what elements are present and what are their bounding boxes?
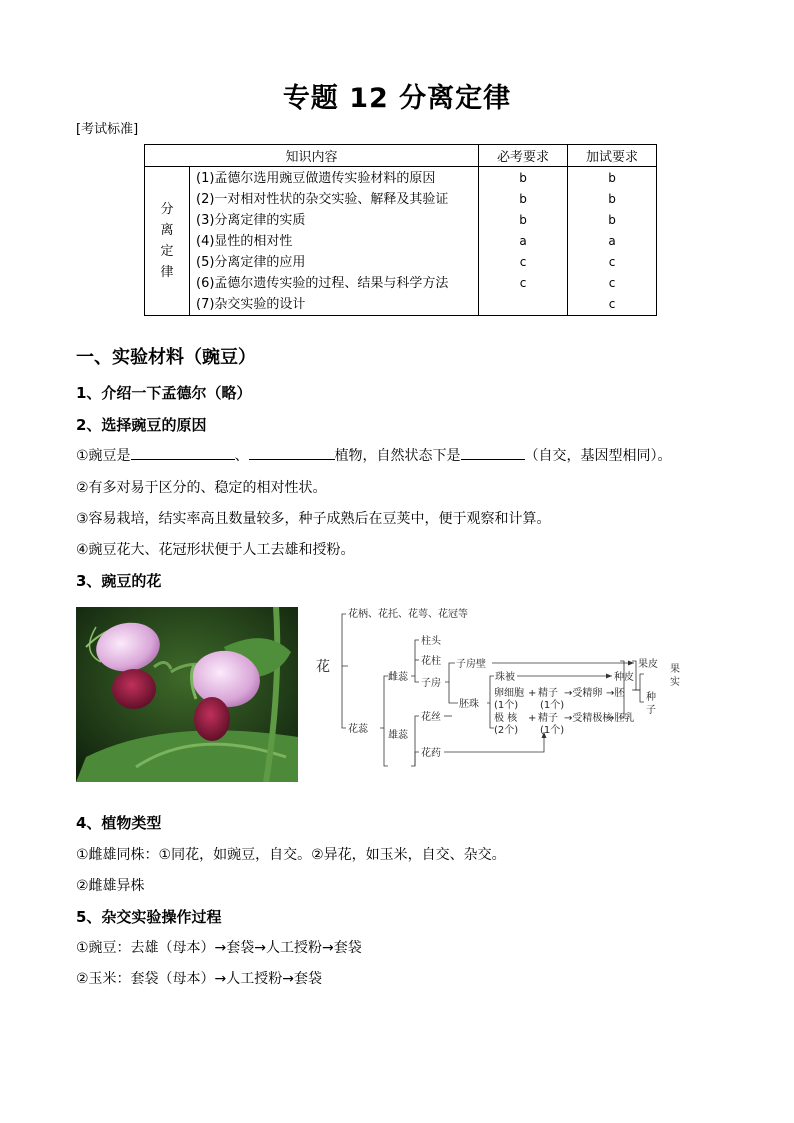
diagram-sperm: 精子 (538, 688, 558, 699)
diagram-stamen-pistil: 花蕊 (348, 724, 368, 735)
diagram-egg: 卵细胞 (494, 688, 524, 699)
additional-level: b (608, 171, 616, 185)
diagram-integument: 珠被 (495, 672, 515, 683)
diagram-flower: 花 (316, 659, 330, 675)
process-1: ①豌豆：去雄（母本）→套袋→人工授粉→套袋 (76, 940, 362, 956)
subheading-reason: 2、选择豌豆的原因 (76, 416, 207, 434)
diagram-seed-1: 种 (646, 692, 656, 703)
flower-structure-diagram (312, 600, 692, 770)
knowledge-items (190, 167, 479, 316)
knowledge-item: (6)孟德尔遗传实验的过程、结果与科学方法 (196, 276, 449, 291)
diagram-plus: + (528, 688, 537, 699)
section-heading: 一、实验材料（豌豆） (76, 347, 256, 368)
row-label (145, 167, 190, 316)
diagram-sperm-count-2: (1个) (540, 725, 565, 736)
reason-2: ②有多对易于区分的、稳定的相对性状。 (76, 480, 327, 496)
exam-standard-table (144, 144, 657, 316)
exam-standard-label: [考试标准] (76, 122, 139, 137)
diagram-seed-coat: 种皮 (614, 672, 634, 683)
reason-1-sep: 、 (234, 448, 249, 464)
header-required: 必考要求 (479, 145, 568, 167)
required-level: b (519, 192, 527, 206)
required-level: c (519, 255, 527, 269)
reason-1-mid: 植物，自然状态下是 (334, 448, 461, 464)
header-knowledge: 知识内容 (145, 145, 479, 167)
page-title: 专题 12 分离定律 (282, 83, 512, 114)
diagram-ovary-wall: 子房壁 (456, 659, 486, 670)
process-2: ②玉米：套袋（母本）→人工授粉→套袋 (76, 971, 323, 987)
reason-1 (76, 445, 672, 465)
diagram-seed-2: 子 (646, 705, 656, 716)
diagram-polar-nuclei: 极 核 (494, 713, 518, 724)
diagram-sperm-count: (1个) (540, 700, 565, 711)
pea-flower-image (76, 607, 298, 782)
reason-3: ③容易栽培，结实率高且数量较多，种子成熟后在豆荚中，便于观察和计算。 (76, 511, 551, 527)
additional-level: b (608, 213, 616, 227)
required-level (479, 294, 567, 315)
additional-level: c (608, 255, 616, 269)
reason-4: ④豌豆花大、花冠形状便于人工去雄和授粉。 (76, 542, 355, 558)
diagram-pericarp: 果皮 (638, 659, 658, 670)
knowledge-item: (1)孟德尔选用豌豆做遗传实验材料的原因 (196, 171, 436, 186)
diagram-stigma: 柱头 (421, 636, 441, 647)
row-label-char: 离 (160, 223, 174, 238)
reason-1-pre: ①豌豆是 (76, 448, 131, 464)
header-additional: 加试要求 (568, 145, 657, 167)
additional-level: c (608, 276, 616, 290)
pea-flower-photo (76, 607, 298, 782)
diagram-stamen: 雄蕊 (388, 730, 408, 741)
diagram-anther: 花药 (421, 748, 441, 759)
additional-column (568, 167, 657, 316)
required-level: b (519, 171, 527, 185)
required-column (479, 167, 568, 316)
diagram-plus-2: + (528, 713, 537, 724)
additional-level: c (608, 297, 616, 311)
knowledge-item: (2)一对相对性状的杂交实验、解释及其验证 (196, 192, 449, 207)
knowledge-item: (5)分离定律的应用 (196, 255, 306, 270)
diagram-ovary: 子房 (421, 678, 441, 689)
subheading-plant-type: 4、植物类型 (76, 814, 162, 832)
diagram-ovule: 胚珠 (459, 699, 479, 710)
diagram-pistil: 雌蕊 (388, 672, 408, 683)
plant-type-2: ②雌雄异株 (76, 878, 145, 894)
row-label-char: 分 (160, 202, 174, 217)
required-level: c (519, 276, 527, 290)
diagram-fertilized-polar: →受精极核 (564, 713, 613, 724)
row-label-char: 律 (160, 265, 174, 280)
diagram-sperm-2: 精子 (538, 713, 558, 724)
diagram-fruit-1: 果 (670, 664, 680, 675)
diagram-polar-count: (2个) (494, 725, 519, 736)
diagram-embryo: →胚 (606, 688, 625, 699)
fill-blank-3[interactable] (461, 445, 525, 460)
additional-level: b (608, 192, 616, 206)
diagram-style: 花柱 (421, 656, 441, 667)
required-level: a (519, 234, 527, 248)
knowledge-item: (3)分离定律的实质 (196, 213, 306, 228)
subheading-intro: 1、介绍一下孟德尔（略） (76, 384, 252, 402)
diagram-fruit-2: 实 (670, 677, 680, 688)
subheading-process: 5、杂交实验操作过程 (76, 908, 222, 926)
diagram-egg-count: (1个) (494, 700, 519, 711)
knowledge-item: (4)显性的相对性 (196, 234, 293, 249)
plant-type-1: ①雌雄同株：①同花，如豌豆，自交。②异花，如玉米，自交、杂交。 (76, 847, 506, 863)
fill-blank-1[interactable] (131, 445, 235, 460)
knowledge-item: (7)杂交实验的设计 (196, 297, 306, 312)
reason-1-post: （自交，基因型相同）。 (524, 448, 672, 464)
subheading-flower: 3、豌豆的花 (76, 572, 162, 590)
diagram-filament: 花丝 (421, 712, 441, 723)
diagram-top: 花柄、花托、花萼、花冠等 (348, 609, 468, 620)
required-level: b (519, 213, 527, 227)
additional-level: a (608, 234, 616, 248)
fill-blank-2[interactable] (249, 445, 335, 460)
diagram-zygote: →受精卵 (564, 688, 603, 699)
row-label-char: 定 (160, 244, 174, 259)
diagram-endosperm: →胚乳 (606, 713, 635, 724)
